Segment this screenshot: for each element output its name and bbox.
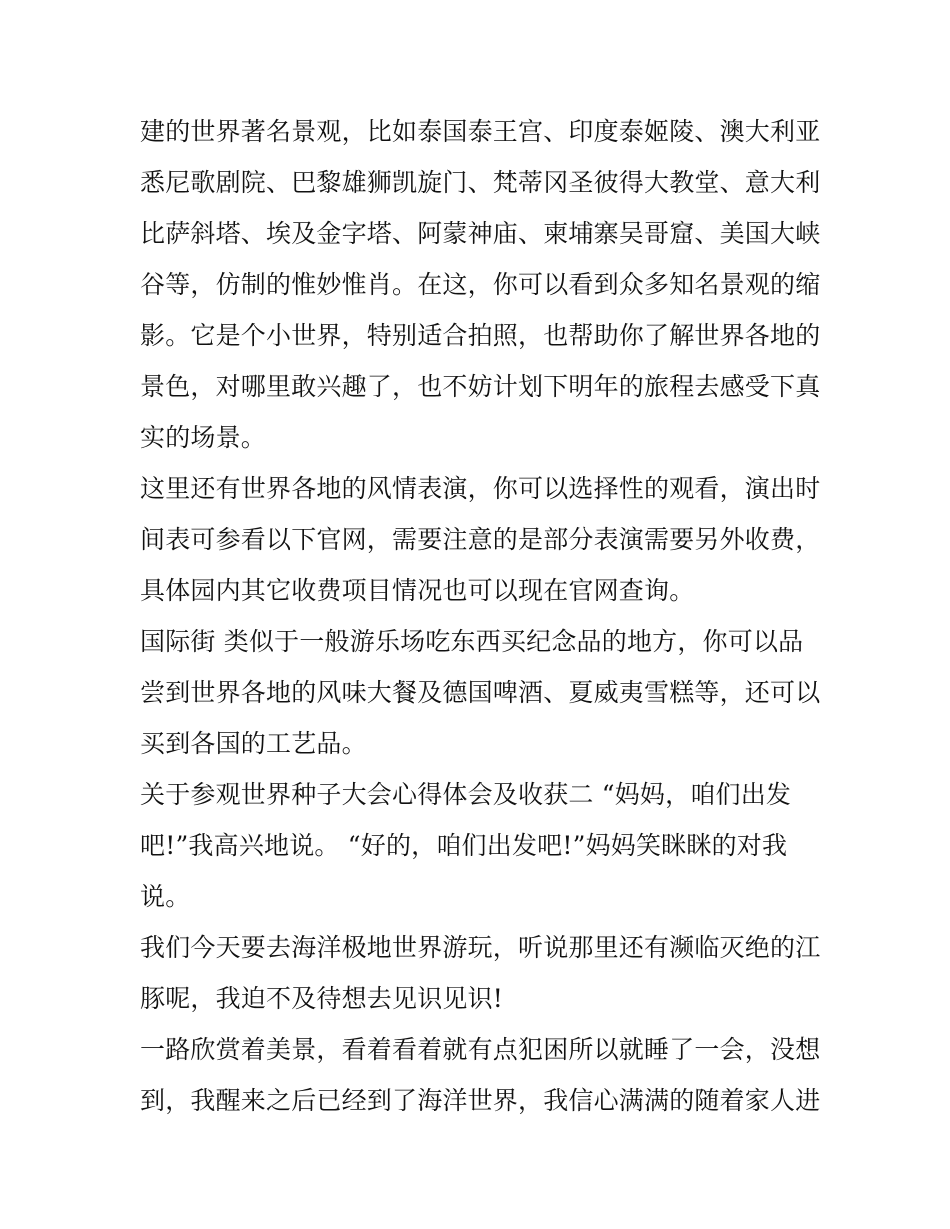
text-line: 说。 bbox=[140, 882, 191, 911]
text-line: 到，我醒来之后已经到了海洋世界，我信心满满的随着家人进 bbox=[140, 1086, 821, 1115]
text-line: 国际街 类似于一般游乐场吃东西买纪念品的地方，你可以品 bbox=[140, 627, 804, 656]
text-line: 影。它是个小世界，特别适合拍照，也帮助你了解世界各地的 bbox=[140, 321, 821, 350]
text-line: 一路欣赏着美景，看着看着就有点犯困所以就睡了一会，没想 bbox=[140, 1035, 821, 1064]
text-line: 悉尼歌剧院、巴黎雄狮凯旋门、梵蒂冈圣彼得大教堂、意大利 bbox=[140, 168, 821, 197]
text-line: 买到各国的工艺品。 bbox=[140, 729, 367, 758]
text-line: 谷等，仿制的惟妙惟肖。在这，你可以看到众多知名景观的缩 bbox=[140, 270, 821, 299]
text-line: 建的世界著名景观，比如泰国泰王宫、印度泰姬陵、澳大利亚 bbox=[140, 117, 821, 146]
text-line: 间表可参看以下官网，需要注意的是部分表演需要另外收费， bbox=[140, 525, 821, 554]
text-line: 实的场景。 bbox=[140, 423, 267, 452]
text-line: 吧!”我高兴地说。 “好的，咱们出发吧!”妈妈笑眯眯的对我 bbox=[140, 831, 788, 860]
text-line: 具体园内其它收费项目情况也可以现在官网查询。 bbox=[140, 576, 695, 605]
text-line: 豚呢，我迫不及待想去见识见识! bbox=[140, 984, 504, 1013]
text-line: 这里还有世界各地的风情表演，你可以选择性的观看，演出时 bbox=[140, 474, 821, 503]
text-line: 关于参观世界种子大会心得体会及收获二 “妈妈，咱们出发 bbox=[140, 780, 792, 809]
text-line: 我们今天要去海洋极地世界游玩，听说那里还有濒临灭绝的江 bbox=[140, 933, 821, 962]
text-line: 比萨斜塔、埃及金字塔、阿蒙神庙、柬埔寨吴哥窟、美国大峡 bbox=[140, 219, 821, 248]
text-line: 景色，对哪里敢兴趣了，也不妨计划下明年的旅程去感受下真 bbox=[140, 372, 821, 401]
text-line: 尝到世界各地的风味大餐及德国啤酒、夏威夷雪糕等，还可以 bbox=[140, 678, 821, 707]
document-body bbox=[140, 106, 820, 1126]
